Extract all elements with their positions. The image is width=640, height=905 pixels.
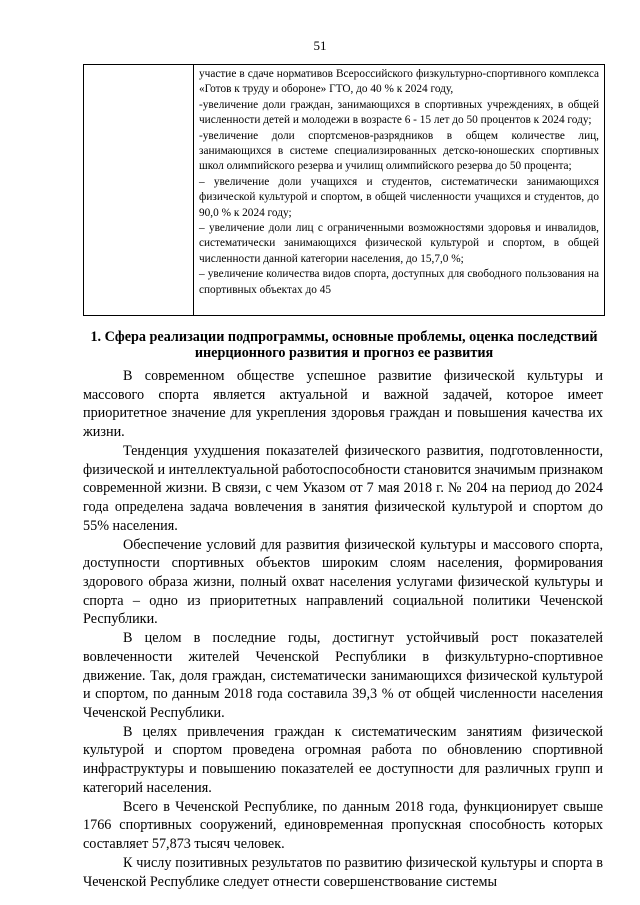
table-line: -увеличение доли спортсменов-разрядников в общем количестве лиц, занимающихся в системе специализированных детско-юношеских спортивных школ олимпийского резерва и училищ олимпийского резерва до 50 процента; <box>199 129 599 173</box>
paragraph: В целях привлечения граждан к систематическим занятиям физической культурой и спортом проведена огромная работа по обновлению спортивной инфраструктуры и повышению показателей ее доступности для различных групп и категорий населения. <box>83 723 603 796</box>
paragraph: Обеспечение условий для развития физической культуры и массового спорта, доступности спортивных объектов широким слоям населения, формирования здорового образа жизни, полный охват населения услугами физической культуры и спорта – одно из приоритетных направлений социальной политики Чеченской Республики. <box>83 536 603 628</box>
table-line: – увеличение количества видов спорта, доступных для свободного пользования на спортивных объектах до 45 <box>199 268 599 296</box>
section-heading: 1. Сфера реализации подпрограммы, основные проблемы, оценка последствий инерционного развития и прогноз ее развития <box>90 329 598 361</box>
paragraph: Тенденция ухудшения показателей физического развития, подготовленности, физической и интеллектуальной работоспособности становится значимым признаком современной жизни. В связи, с чем Указом от 7 мая 2018 г. № 204 на период до 2024 года определена задача вовлечения в занятия физической культурой и спортом до 55% населения. <box>83 442 603 534</box>
table-line: участие в сдаче нормативов Всероссийского физкультурно-спортивного комплекса «Готов к труду и обороне» ГТО, до 40 % к 2024 году, <box>199 68 599 96</box>
page-number: 51 <box>313 38 327 53</box>
targets-table <box>83 64 605 316</box>
table-line: – увеличение доли учащихся и студентов, систематически занимающихся физической культурой и спортом, в общей численности учащихся и студентов, до 90,0 % к 2024 году; <box>199 175 599 219</box>
table-line: – увеличение доли лиц с ограниченными возможностями здоровья и инвалидов, систематически занимающихся физической культурой и спортом, в общей численности данной категории населения, до 15,7,0 %; <box>199 222 599 265</box>
table-content-cell <box>194 65 604 315</box>
paragraph: К числу позитивных результатов по развитию физической культуры и спорта в Чеченской Республике следует отнести совершенствование системы <box>83 854 603 890</box>
table-line: -увеличение доли граждан, занимающихся в спортивных учреждениях, в общей численности детей и молодежи в возрасте 6 - 15 лет до 50 процентов к 2024 году; <box>199 98 599 127</box>
body-text <box>83 367 603 891</box>
paragraph: В современном обществе успешное развитие физической культуры и массового спорта является актуальной и важной задачей, которое имеет приоритетное значение для укрепления здоровья граждан и повышения качества их жизни. <box>83 368 603 441</box>
table-label-cell <box>84 65 194 315</box>
paragraph: В целом в последние годы, достигнут устойчивый рост показателей вовлеченности жителей Чеченской Республики в физкультурно-спортивное движение. Так, доля граждан, систематически занимающихся физической культурой и спортом, по данным 2018 года составила 39,3 % от общей численности населения Чеченской Республики. <box>83 630 603 721</box>
paragraph: Всего в Чеченской Республике, по данным 2018 года, функционирует свыше 1766 спортивных сооружений, единовременная пропускная способность которых составляет 57,873 тысяч человек. <box>83 798 603 853</box>
